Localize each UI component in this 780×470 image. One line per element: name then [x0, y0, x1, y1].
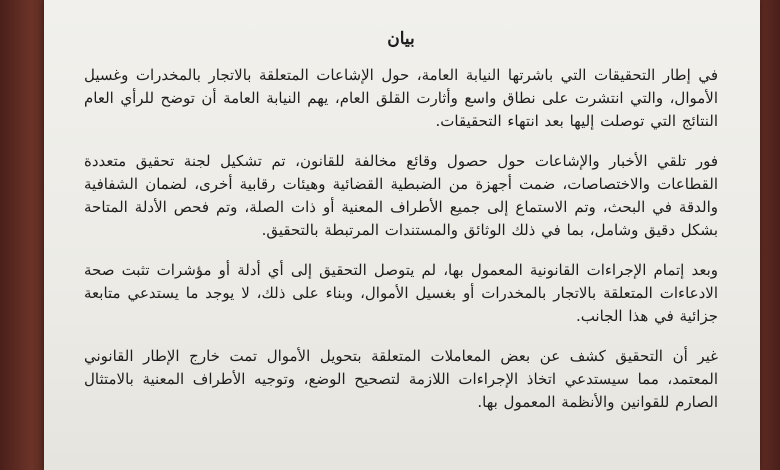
paragraph-3: وبعد إتمام الإجراءات القانونية المعمول بها، لم يتوصل التحقيق إلى أي أدلة أو مؤشرات تثبت صحة الادعاءات المتعلقة بالاتجار بالمخدرات أو بغسيل الأموال، وبناء على ذلك، لا يوجد ما يستدعي متابعة جزائية في هذا الجانب.: [84, 261, 718, 325]
document-title: بيان: [387, 29, 415, 49]
paragraph-1: في إطار التحقيقات التي باشرتها النيابة العامة، حول الإشاعات المتعلقة بالاتجار بالمخدرات وغسيل الأموال، والتي انتشرت على نطاق واسع وأثارت القلق العام، يهم النيابة العامة أن توضح للرأي العام النتائج التي توصلت إليها بعد انتهاء التحقيقات.: [84, 66, 718, 130]
paragraph-2: فور تلقي الأخبار والإشاعات حول حصول وقائع مخالفة للقانون، تم تشكيل لجنة تحقيق متعددة القطاعات والاختصاصات، ضمت أجهزة من الضبطية القضائية وهيئات رقابية أخرى، لضمان الشفافية والدقة في البحث، وتم الاستماع إلى جميع الأطراف المعنية أو ذات الصلة، وتم فحص الأدلة المتاحة بشكل دقيق وشامل، بما في ذلك الوثائق والمستندات المرتبطة بالتحقيق.: [84, 152, 718, 239]
paragraph-4: غير أن التحقيق كشف عن بعض المعاملات المتعلقة بتحويل الأموال تمت خارج الإطار القانوني المعتمد، مما سيستدعي اتخاذ الإجراءات اللازمة لتصحيح الوضع، وتوجيه الأطراف المعنية بالامتثال الصارم للقوانين والأنظمة المعمول بها.: [84, 347, 718, 411]
document-page: [44, 0, 760, 470]
